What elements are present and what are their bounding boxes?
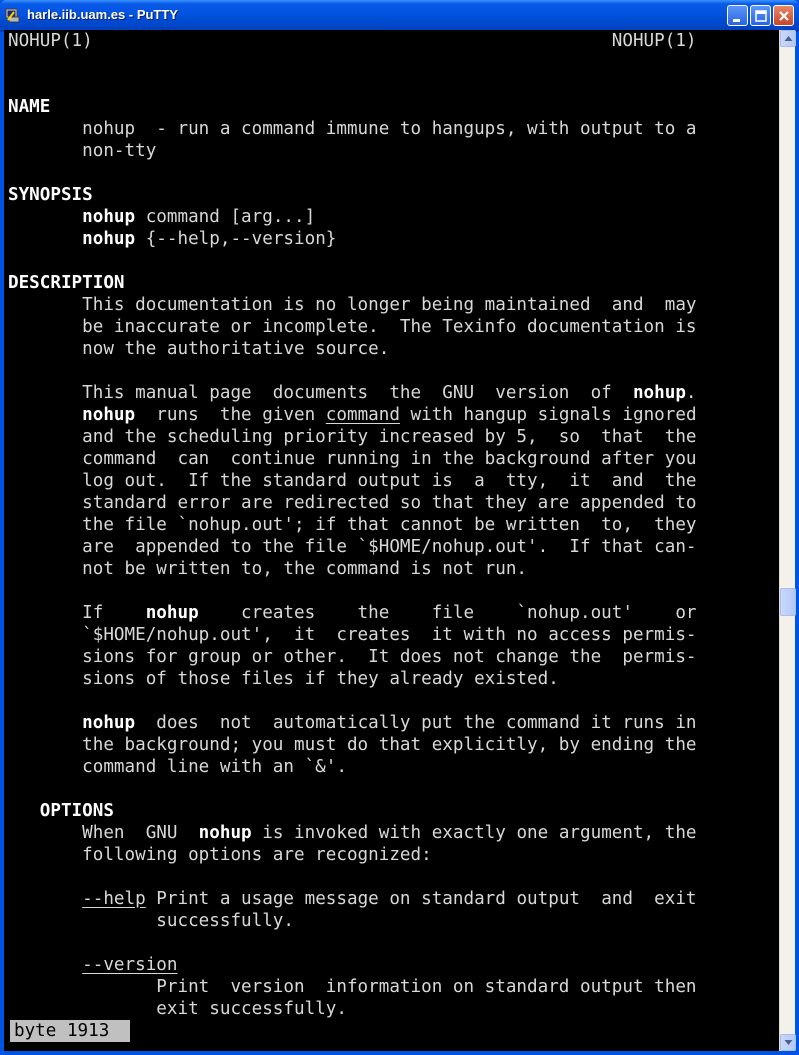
vertical-scrollbar[interactable] bbox=[779, 30, 795, 1051]
terminal-line bbox=[8, 800, 114, 822]
terminal-line: not be written to, the command is not run. bbox=[8, 559, 528, 579]
bold-text: nohup bbox=[145, 603, 199, 623]
line-text: If bbox=[8, 603, 146, 623]
terminal-line: following options are recognized: bbox=[8, 845, 432, 865]
terminal-line: command can continue running in the background after you bbox=[8, 449, 697, 469]
terminal-line: and the scheduling priority increased by 5, so that the bbox=[8, 427, 697, 447]
terminal-line: non-tty bbox=[8, 141, 157, 161]
bold-text: nohup bbox=[632, 383, 686, 403]
pager-status-text: byte 1913 bbox=[14, 1021, 110, 1041]
terminal-line: the background; you must do that explicitly, by ending the bbox=[8, 735, 697, 755]
terminal-line: the file `nohup.out'; if that cannot be written to, they bbox=[8, 515, 697, 535]
terminal-line bbox=[8, 954, 178, 976]
arrow-up-icon bbox=[784, 35, 793, 42]
line-text: creates the file `nohup.out' or bbox=[198, 603, 697, 623]
terminal-line: now the authoritative source. bbox=[8, 339, 390, 359]
line-text bbox=[8, 801, 40, 821]
underlined-text: --help bbox=[82, 889, 146, 909]
putty-terminal-icon[interactable] bbox=[5, 7, 21, 23]
terminal-line: log out. If the standard output is a tty, it and the bbox=[8, 471, 697, 491]
bold-text: nohup bbox=[198, 823, 252, 843]
terminal-line: sions for group or other. It does not change the permis- bbox=[8, 647, 697, 667]
scroll-up-button[interactable] bbox=[780, 30, 796, 47]
terminal-line: successfully. bbox=[8, 911, 294, 931]
terminal-line: `$HOME/nohup.out', it creates it with no access permis- bbox=[8, 625, 697, 645]
line-text: {--help,--version} bbox=[135, 229, 337, 249]
terminal-line bbox=[8, 96, 50, 118]
bold-text: OPTIONS bbox=[39, 801, 114, 821]
terminal-line bbox=[8, 228, 336, 250]
terminal-line: This documentation is no longer being maintained and may bbox=[8, 295, 697, 315]
client-area bbox=[4, 30, 795, 1051]
terminal-screen[interactable] bbox=[4, 30, 779, 1051]
bold-text: SYNOPSIS bbox=[8, 185, 93, 205]
underlined-text: command bbox=[325, 405, 400, 425]
title-bar[interactable] bbox=[0, 0, 799, 32]
bold-text: nohup bbox=[82, 229, 136, 249]
terminal-line bbox=[8, 602, 697, 624]
minimize-button[interactable] bbox=[727, 5, 748, 26]
line-text: with hangup signals ignored bbox=[399, 405, 697, 425]
terminal-line: exit successfully. bbox=[8, 999, 347, 1019]
terminal-line bbox=[8, 184, 93, 206]
pager-status bbox=[10, 1020, 122, 1042]
terminal-line: standard error are redirected so that they are appended to bbox=[8, 493, 697, 513]
line-text: is invoked with exactly one argument, the bbox=[251, 823, 697, 843]
close-icon bbox=[774, 6, 795, 27]
terminal-cursor bbox=[120, 1020, 130, 1042]
line-text: This manual page documents the GNU version of bbox=[8, 383, 633, 403]
terminal-line: sions of those files if they already existed. bbox=[8, 669, 559, 689]
terminal-line: Print version information on standard output then bbox=[8, 977, 697, 997]
close-button[interactable] bbox=[773, 5, 794, 26]
line-text bbox=[8, 955, 82, 975]
terminal-line: command line with an `&'. bbox=[8, 757, 347, 777]
line-text bbox=[8, 405, 82, 425]
underlined-text: --version bbox=[82, 955, 178, 975]
bold-text: nohup bbox=[82, 207, 136, 227]
line-text: . bbox=[685, 383, 697, 403]
line-text: runs the given bbox=[135, 405, 326, 425]
terminal-line bbox=[8, 382, 697, 404]
maximize-button[interactable] bbox=[750, 5, 771, 26]
terminal-line bbox=[8, 822, 697, 844]
terminal-line: NOHUP(1) NOHUP(1) bbox=[8, 31, 697, 51]
line-text: does not automatically put the command it runs in bbox=[135, 713, 697, 733]
line-text bbox=[8, 713, 82, 733]
line-text: command [arg...] bbox=[135, 207, 316, 227]
terminal-line bbox=[8, 404, 697, 426]
arrow-down-icon bbox=[784, 1039, 793, 1046]
maximize-icon bbox=[751, 6, 772, 27]
minimize-icon bbox=[728, 6, 749, 27]
scrollbar-thumb[interactable] bbox=[780, 588, 796, 616]
line-text bbox=[8, 207, 82, 227]
line-text bbox=[8, 229, 82, 249]
bold-text: nohup bbox=[82, 405, 136, 425]
terminal-line: nohup - run a command immune to hangups, with output to a bbox=[8, 119, 697, 139]
terminal-line bbox=[8, 272, 125, 294]
bold-text: nohup bbox=[82, 713, 136, 733]
bold-text: NAME bbox=[8, 97, 51, 117]
scroll-down-button[interactable] bbox=[780, 1034, 796, 1051]
line-text: When GNU bbox=[8, 823, 199, 843]
terminal-line bbox=[8, 206, 315, 228]
terminal-line bbox=[8, 888, 697, 910]
window-title: harle.iib.uam.es - PuTTY bbox=[27, 7, 178, 22]
line-text bbox=[8, 889, 82, 909]
line-text: Print a usage message on standard output and exit bbox=[145, 889, 697, 909]
bold-text: DESCRIPTION bbox=[8, 273, 125, 293]
terminal-line bbox=[8, 712, 697, 734]
terminal-line: are appended to the file `$HOME/nohup.out'. If that can- bbox=[8, 537, 697, 557]
terminal-line: be inaccurate or incomplete. The Texinfo documentation is bbox=[8, 317, 697, 337]
